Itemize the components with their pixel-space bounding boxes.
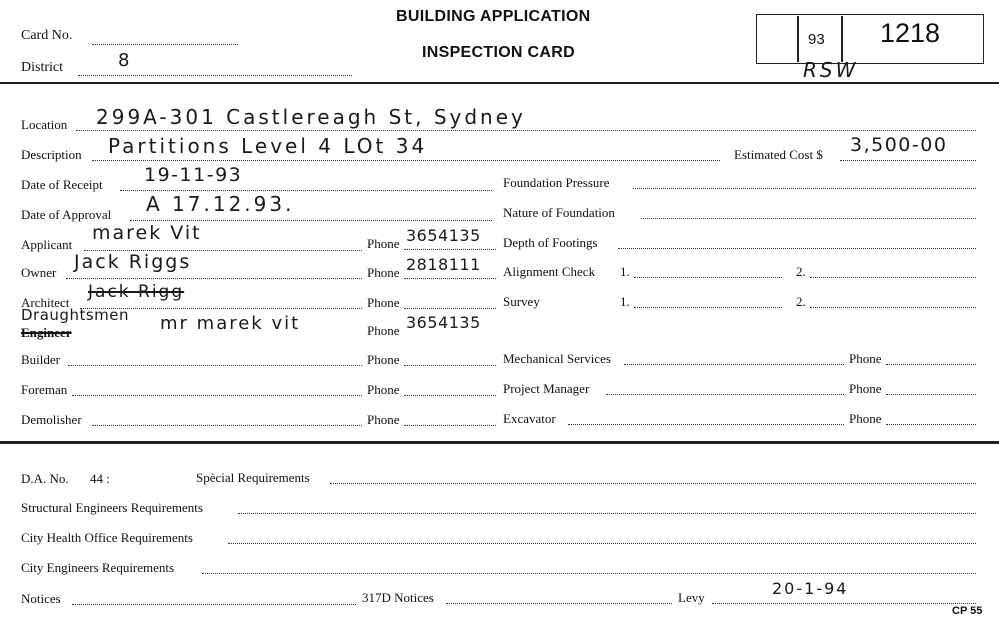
notices-label: Notices — [21, 591, 61, 606]
levy-value: 20-1-94 — [772, 579, 849, 598]
engineer-phone-label: Phone — [367, 323, 400, 338]
city-engineers-requirements-field[interactable] — [202, 573, 976, 574]
alignment-check-field-1[interactable] — [634, 277, 782, 278]
structural-requirements-label: Structural Engineers Requirements — [21, 500, 203, 515]
foundation-pressure-label: Foundation Pressure — [503, 175, 610, 190]
engineer-value: mr marek vit — [160, 313, 301, 334]
box-year: 93 — [808, 31, 825, 48]
alignment-check-num-2: 2. — [796, 264, 806, 279]
applicant-phone-field[interactable] — [404, 249, 496, 250]
date-of-approval-value: A 17.12.93. — [146, 192, 295, 216]
excavator-label: Excavator — [503, 411, 556, 426]
applicant-label: Applicant — [21, 237, 73, 252]
foreman-label: Foreman — [21, 382, 68, 397]
levy-field[interactable] — [712, 603, 976, 604]
engineer-label: Engineer — [21, 325, 72, 340]
footer-code: CP 55 — [952, 605, 983, 617]
project-manager-phone-label: Phone — [849, 381, 882, 396]
card-no-label: Card No. — [21, 28, 73, 43]
levy-label: Levy — [678, 590, 705, 605]
special-requirements-field[interactable] — [330, 483, 976, 484]
notices-317d-field[interactable] — [446, 603, 672, 604]
special-requirements-label: Spècial Requirements — [196, 470, 310, 485]
mechanical-services-phone-label: Phone — [849, 351, 882, 366]
demolisher-field[interactable] — [92, 425, 362, 426]
description-label: Description — [21, 147, 82, 162]
applicant-value: marek Vit — [92, 222, 202, 244]
project-manager-label: Project Manager — [503, 381, 590, 396]
initials: RSW — [803, 58, 859, 82]
date-of-approval-field[interactable] — [130, 220, 492, 221]
district-value: 8 — [118, 50, 131, 71]
structural-requirements-field[interactable] — [238, 513, 976, 514]
owner-value: Jack Riggs — [74, 251, 192, 273]
alignment-check-field-2[interactable] — [810, 277, 976, 278]
excavator-phone-field[interactable] — [886, 424, 976, 425]
date-of-receipt-value: 19-11-93 — [144, 164, 243, 186]
mechanical-services-label: Mechanical Services — [503, 351, 611, 366]
health-requirements-field[interactable] — [228, 543, 976, 544]
project-manager-phone-field[interactable] — [886, 394, 976, 395]
health-requirements-label: City Health Office Requirements — [21, 530, 193, 545]
depth-of-footings-label: Depth of Footings — [503, 235, 598, 250]
mechanical-services-field[interactable] — [624, 364, 844, 365]
builder-field[interactable] — [68, 365, 362, 366]
architect-value: Jack Rigg — [88, 282, 185, 302]
card-subtitle: INSPECTION CARD — [422, 44, 575, 61]
box-divider-1 — [797, 16, 799, 62]
description-field[interactable] — [92, 160, 720, 161]
survey-num-2: 2. — [796, 294, 806, 309]
card-no-field[interactable] — [92, 44, 238, 45]
district-label: District — [21, 60, 63, 75]
excavator-field[interactable] — [568, 424, 844, 425]
da-no-value: 44 : — [90, 471, 110, 486]
alignment-check-num-1: 1. — [620, 264, 630, 279]
foreman-phone-label: Phone — [367, 382, 400, 397]
survey-num-1: 1. — [620, 294, 630, 309]
demolisher-phone-field[interactable] — [404, 425, 496, 426]
excavator-phone-label: Phone — [849, 411, 882, 426]
architect-phone-label: Phone — [367, 295, 400, 310]
owner-phone-field[interactable] — [404, 278, 496, 279]
applicant-phone-label: Phone — [367, 236, 400, 251]
location-value: 299A-301 Castlereagh St, Sydney — [96, 105, 526, 129]
date-of-receipt-label: Date of Receipt — [21, 177, 103, 192]
survey-field-2[interactable] — [810, 307, 976, 308]
description-value: Partitions Level 4 LOt 34 — [108, 134, 428, 158]
notices-field[interactable] — [72, 604, 356, 605]
depth-of-footings-field[interactable] — [618, 248, 976, 249]
demolisher-label: Demolisher — [21, 412, 82, 427]
mechanical-services-phone-field[interactable] — [886, 364, 976, 365]
middle-rule — [0, 441, 999, 444]
owner-phone-label: Phone — [367, 265, 400, 280]
applicant-phone-value: 3654135 — [406, 226, 481, 245]
draughtsmen-value: Draughtsmen — [21, 306, 129, 324]
card-title: BUILDING APPLICATION — [396, 8, 591, 25]
architect-label: Architect — [21, 295, 70, 310]
project-manager-field[interactable] — [606, 394, 844, 395]
builder-phone-field[interactable] — [404, 365, 496, 366]
district-field[interactable] — [78, 75, 352, 76]
foreman-field[interactable] — [72, 395, 362, 396]
card-number-box — [756, 14, 984, 64]
notices-317d-label: 317D Notices — [362, 590, 434, 605]
box-divider-2 — [841, 16, 843, 62]
owner-label: Owner — [21, 265, 57, 280]
box-number: 1218 — [880, 18, 941, 48]
estimated-cost-value: 3,500-00 — [850, 134, 948, 156]
survey-field-1[interactable] — [634, 307, 782, 308]
builder-phone-label: Phone — [367, 352, 400, 367]
city-engineers-requirements-label: City Engineers Requirements — [21, 560, 175, 575]
survey-label: Survey — [503, 294, 540, 309]
builder-label: Builder — [21, 352, 60, 367]
engineer-phone-value: 3654135 — [406, 313, 481, 332]
nature-of-foundation-field[interactable] — [641, 218, 976, 219]
architect-phone-field[interactable] — [404, 308, 496, 309]
date-of-approval-label: Date of Approval — [21, 207, 112, 222]
demolisher-phone-label: Phone — [367, 412, 400, 427]
owner-phone-value: 2818111 — [406, 255, 481, 274]
alignment-check-label: Alignment Check — [503, 264, 596, 279]
foundation-pressure-field[interactable] — [633, 188, 976, 189]
nature-of-foundation-label: Nature of Foundation — [503, 205, 615, 220]
da-no-label: D.A. No. — [21, 471, 69, 486]
location-field[interactable] — [76, 130, 976, 131]
location-label: Location — [21, 117, 68, 132]
date-of-receipt-field[interactable] — [120, 190, 492, 191]
top-rule — [0, 82, 999, 84]
estimated-cost-field[interactable] — [840, 160, 976, 161]
estimated-cost-label: Estimated Cost $ — [734, 147, 823, 162]
owner-field[interactable] — [66, 278, 362, 279]
foreman-phone-field[interactable] — [404, 395, 496, 396]
